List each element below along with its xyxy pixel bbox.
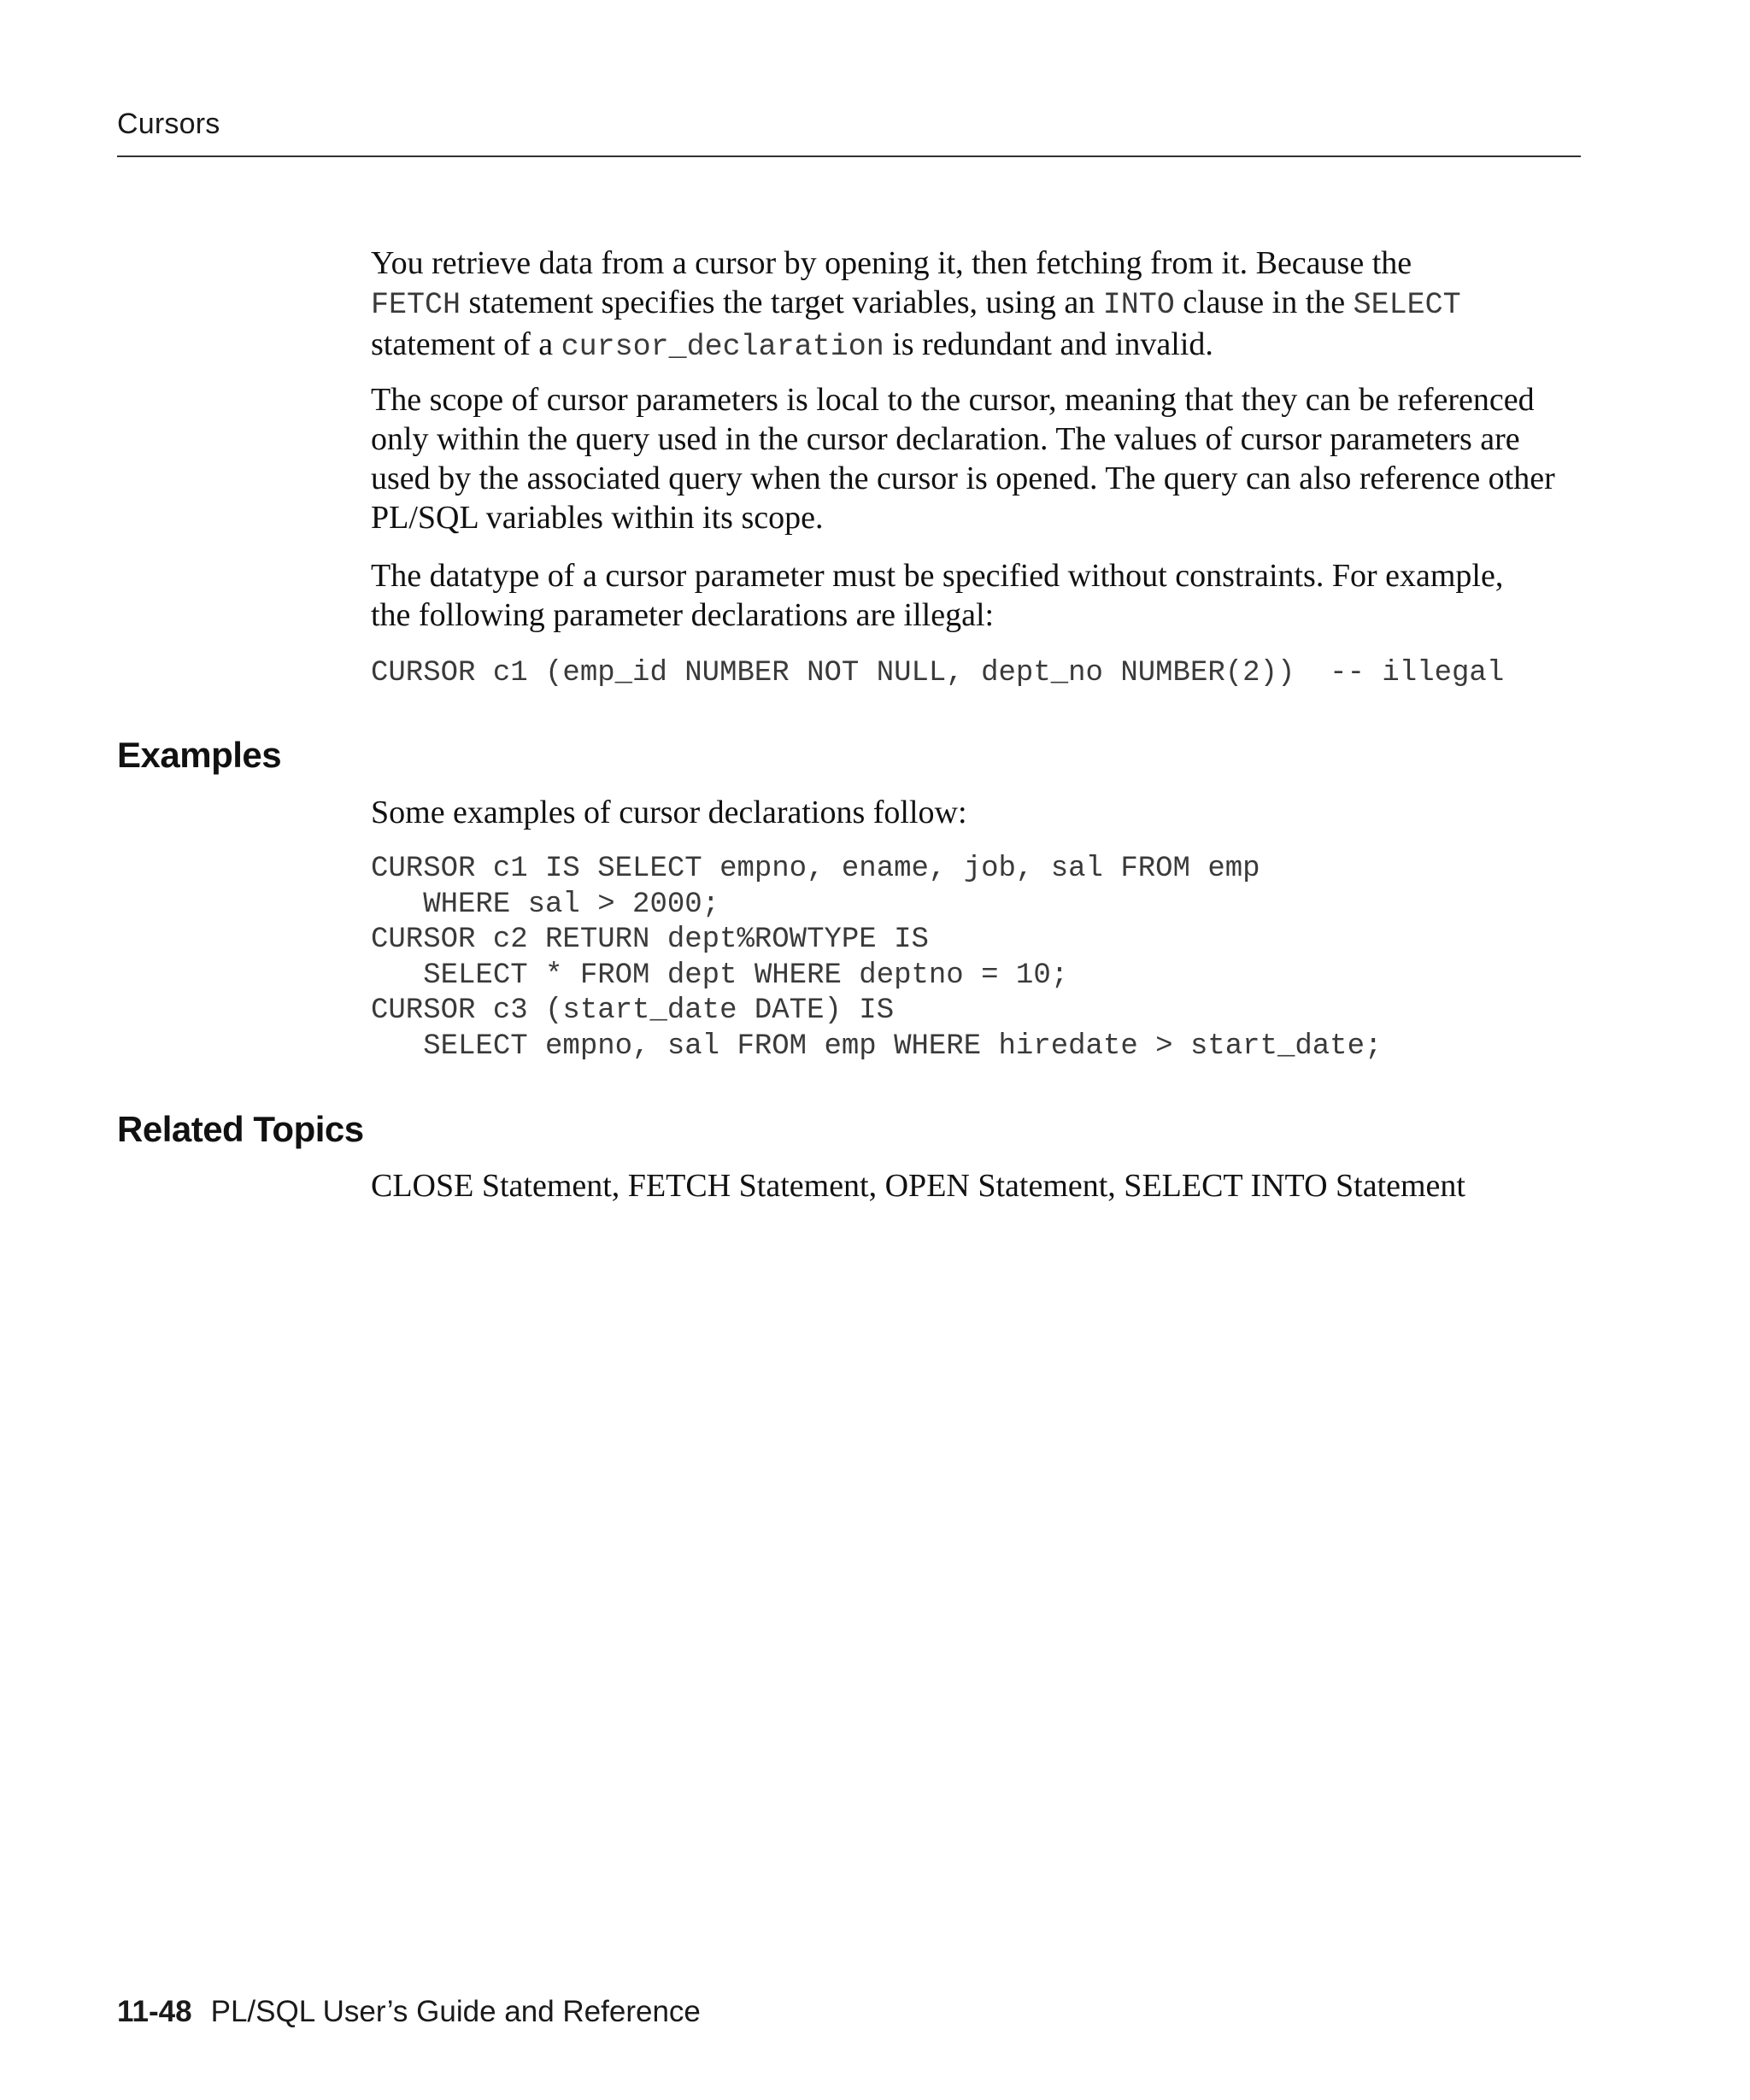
intro-p1-text-e: is redundant and invalid. xyxy=(884,326,1213,362)
page-footer xyxy=(117,1995,701,2029)
book-title: PL/SQL User’s Guide and Reference xyxy=(210,1995,701,2028)
intro-p1-text-c: clause in the xyxy=(1174,284,1354,320)
code-select: SELECT xyxy=(1353,288,1461,322)
running-header-title: Cursors xyxy=(117,108,220,140)
related-topics-list: CLOSE Statement, FETCH Statement, OPEN Statement, SELECT INTO Statement xyxy=(371,1168,1465,1204)
intro-p1-text-a: You retrieve data from a cursor by opening it, then fetching from it. Because the xyxy=(371,245,1412,281)
intro-p1-text-b: statement specifies the target variables, using an xyxy=(461,284,1103,320)
related-topics-heading: Related Topics xyxy=(117,1109,364,1149)
code-into: INTO xyxy=(1102,288,1175,322)
examples-intro: Some examples of cursor declarations follow: xyxy=(371,795,967,830)
code-illegal-declaration: CURSOR c1 (emp_id NUMBER NOT NULL, dept_no NUMBER(2)) -- illegal xyxy=(371,657,1505,689)
code-fetch: FETCH xyxy=(371,288,461,322)
intro-paragraph-scope: The scope of cursor parameters is local to the cursor, meaning that they can be referenced only within the query used in the cursor declaration. The values of cursor parameters are used by the associated query when the cursor is opened. The query can also reference other PL/SQL variables within its scope. xyxy=(371,382,1555,536)
header-divider xyxy=(117,155,1581,157)
intro-paragraph-fetch xyxy=(371,243,1461,367)
intro-paragraph-datatype: The datatype of a cursor parameter must be specified without constraints. For example, the following parameter declarations are illegal: xyxy=(371,558,1504,633)
examples-heading: Examples xyxy=(117,735,282,775)
intro-p1-text-d: statement of a xyxy=(371,326,561,362)
page-number: 11-48 xyxy=(117,1995,192,2028)
code-cursor-declaration: cursor_declaration xyxy=(561,330,884,364)
code-examples-block: CURSOR c1 IS SELECT empno, ename, job, sal FROM emp WHERE sal > 2000; CURSOR c2 RETURN dept%ROWTYPE IS SELECT * FROM dept WHERE deptno = 10; CURSOR c3 (start_date DATE) IS SELECT empno, sal FROM emp WHERE hiredate > start_date; xyxy=(371,853,1383,1063)
